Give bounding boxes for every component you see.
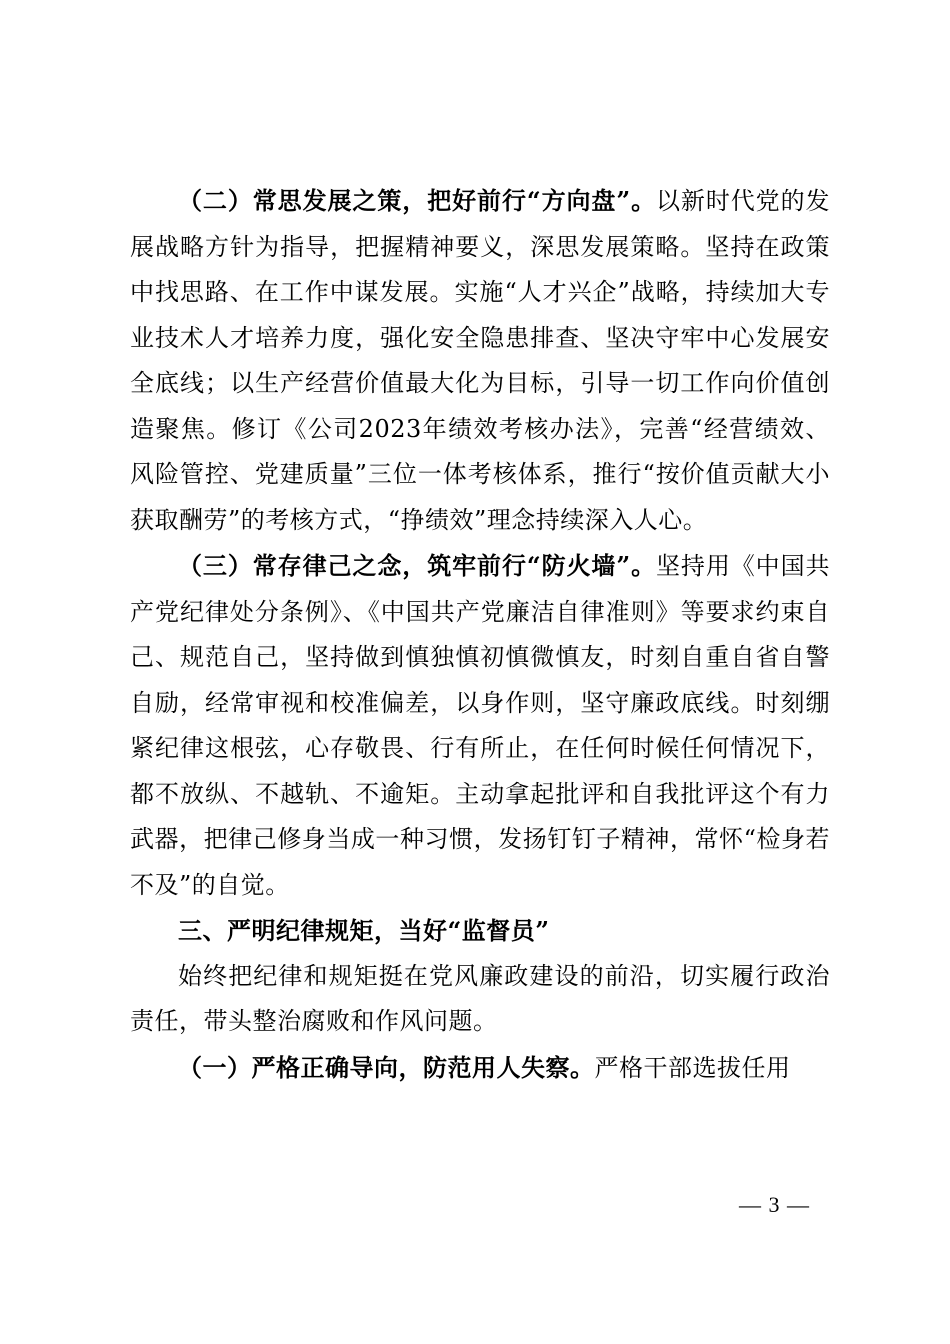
page-number: — 3 — (739, 1192, 810, 1217)
paragraph-self-discipline (130, 543, 830, 908)
paragraph-development-strategy (130, 178, 830, 543)
paragraph-personnel-selection (130, 1045, 830, 1092)
paragraph-text: 坚持用《中国共产党纪律处分条例》、《中国共产党廉洁自律准则》等要求约束自己、规范自己，坚持做到慎独慎初慎微慎友，时刻自重自省自警自励，经常审视和校准偏差，以身作则，坚守廉政底线。时刻绷紧纪律这根弦，心存敬畏、行有所止，在任何时候任何情况下，都不放纵、不越轨、不逾矩。主动拿起批评和自我批评这个有力武器，把律己修身当成一种习惯，发扬钉钉子精神，常怀“检身若不及”的自觉。 (130, 552, 831, 899)
section-heading: 三、严明纪律规矩，当好“监督员” (178, 916, 550, 945)
section-intro: 始终把纪律和规矩挺在党风廉政建设的前沿，切实履行政治责任，带头整治腐败和作风问题。 (130, 961, 830, 1035)
paragraph-lead: （三）常存律己之念，筑牢前行“防火墙”。 (178, 551, 656, 580)
document-body (130, 178, 830, 1091)
paragraph-text: 以新时代党的发展战略方针为指导，把握精神要义，深思发展策略。坚持在政策中找思路、在工作中谋发展。实施“人才兴企”战略，持续加大专业技术人才培养力度，强化安全隐患排查、坚决守牢中心发展安全底线；以生产经营价值最大化为目标，引导一切工作向价值创造聚焦。修订《公司2023年绩效考核办法》，完善“经营绩效、风险管控、党建质量”三位一体考核体系，推行“按价值贡献大小获取酬劳”的考核方式，“挣绩效”理念持续深入人心。 (130, 187, 831, 534)
paragraph-lead: （二）常思发展之策，把好前行“方向盘”。 (178, 186, 656, 215)
paragraph-lead: （一）严格正确导向，防范用人失察。 (178, 1052, 595, 1082)
paragraph-text: 严格干部选拔任用 (594, 1053, 791, 1082)
